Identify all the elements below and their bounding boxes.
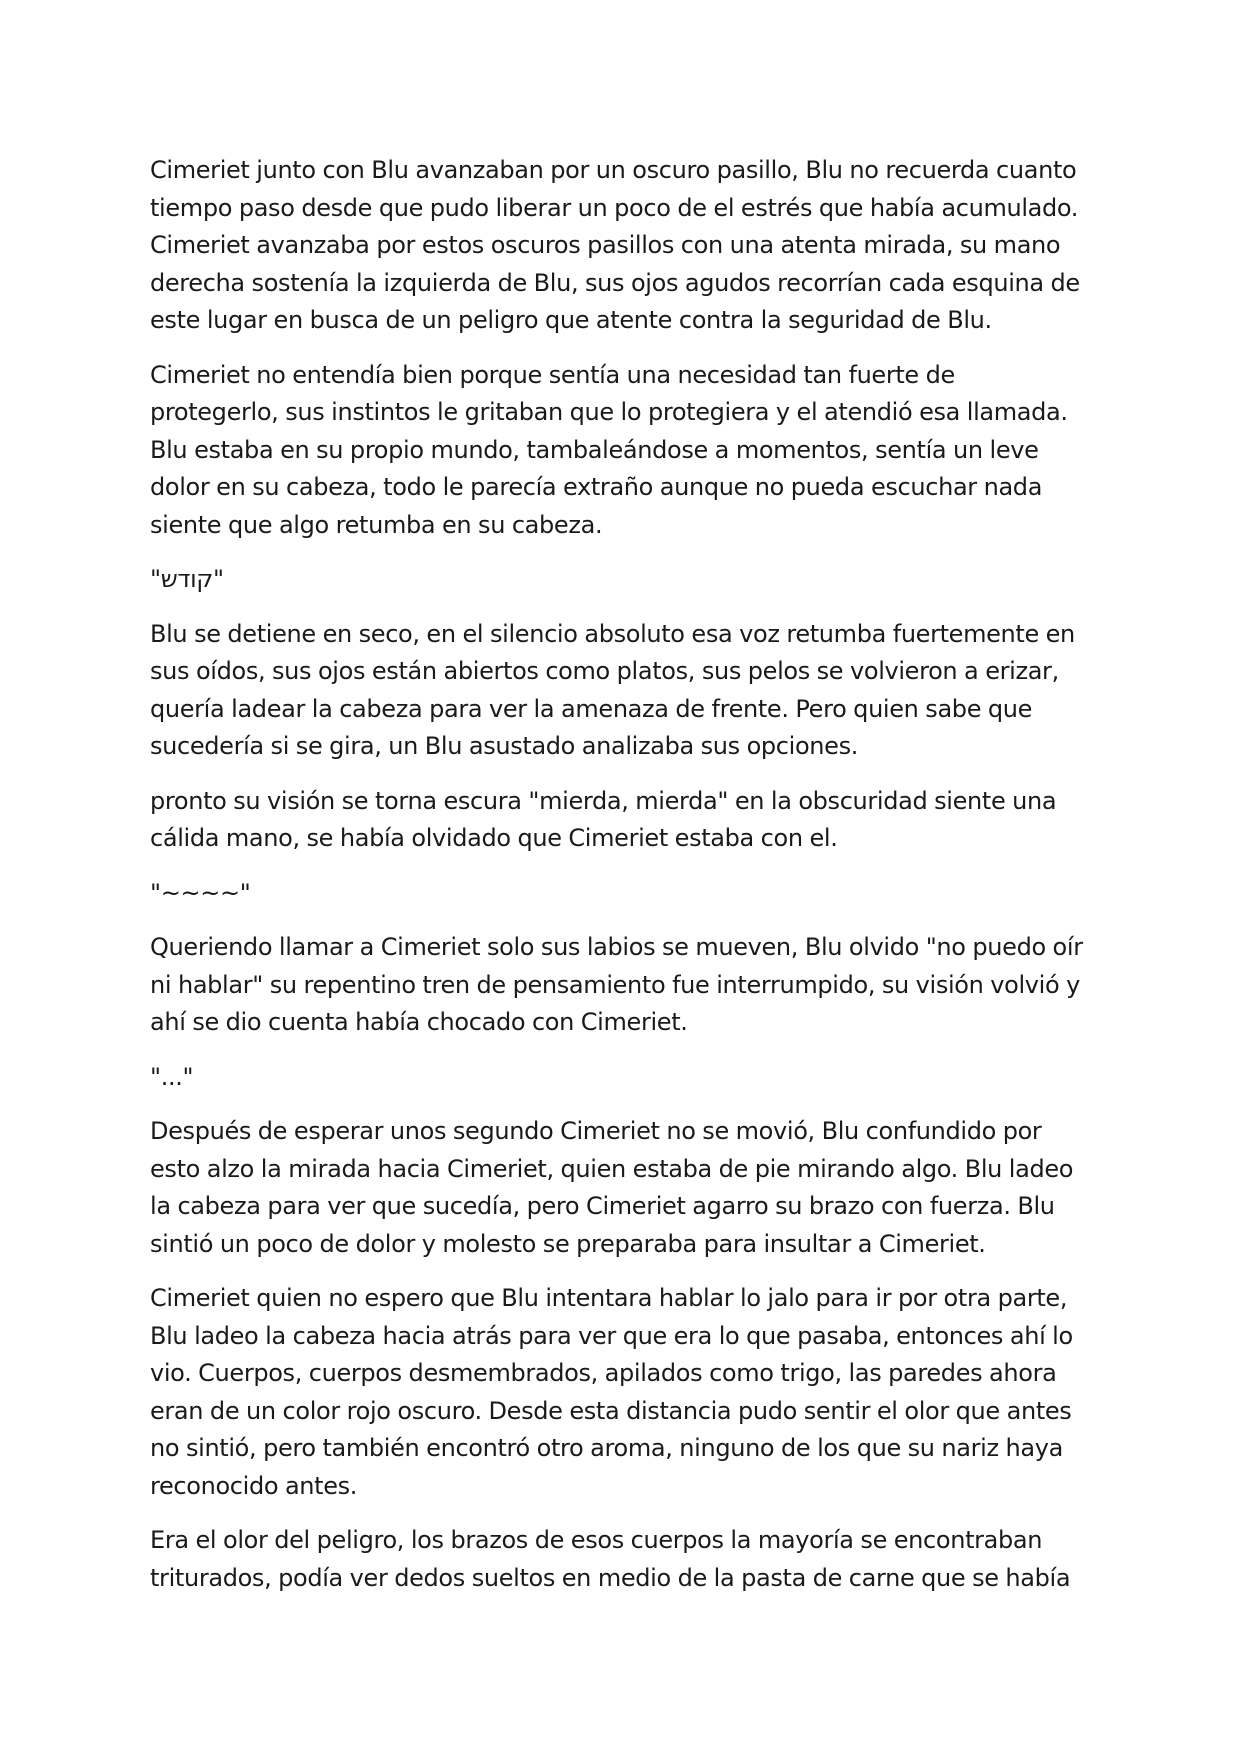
text-line: este lugar en busca de un peligro que atente contra la seguridad de Blu. [150,306,992,334]
text-line: "~~~~" [150,878,251,907]
text-line: Cimeriet quien no espero que Blu intentara hablar lo jalo para ir por otra parte, [150,1284,1068,1312]
text-line: Cimeriet no entendía bien porque sentía una necesidad tan fuerte de [150,360,955,389]
text-line: Después de esperar unos segundo Cimeriet no se movió, Blu confundido por [150,1117,1042,1145]
paragraph-11 [150,1522,1090,1597]
paragraph-1 [150,152,1090,340]
text-line: Era el olor del peligro, los brazos de esos cuerpos la mayoría se encontraban [150,1526,1043,1554]
text-line: quería ladear la cabeza para ver la amenaza de frente. Pero quien sabe que [150,694,1033,723]
paragraph-2 [150,357,1090,545]
text-line: Blu se detiene en seco, en el silencio absoluto esa voz retumba fuertemente en [150,619,1075,648]
text-line: reconocido antes. [150,1471,358,1500]
paragraph-3-dialogue [150,561,1090,599]
paragraph-5 [150,783,1090,858]
paragraph-8-dialogue [150,1059,1090,1097]
text-line: Queriendo llamar a Cimeriet solo sus labios se mueven, Blu olvido "no puedo oír [150,933,1083,961]
text-line: eran de un color rojo oscuro. Desde esta distancia pudo sentir el olor que antes [150,1396,1072,1425]
paragraph-4 [150,616,1090,766]
text-line: dolor en su cabeza, todo le parecía extraño aunque no pueda escuchar nada [150,473,1043,501]
text-line: Blu estaba en su propio mundo, tambaleándose a momentos, sentía un leve [150,435,1039,464]
text-line: esto alzo la mirada hacia Cimeriet, quien estaba de pie mirando algo. Blu ladeo [150,1154,1074,1183]
text-line: Blu ladeo la cabeza hacia atrás para ver que era lo que pasaba, entonces ahí lo [150,1321,1073,1350]
text-line: ahí se dio cuenta había chocado con Cimeriet. [150,1008,688,1036]
text-line: sucedería si se gira, un Blu asustado analizaba sus opciones. [150,732,859,760]
text-line: la cabeza para ver que sucedía, pero Cimeriet agarro su brazo con fuerza. Blu [150,1192,1055,1220]
text-line: derecha sostenía la izquierda de Blu, sus ojos agudos recorrían cada esquina de [150,268,1080,297]
paragraph-6-dialogue [150,875,1090,913]
paragraph-7 [150,929,1090,1042]
paragraph-10 [150,1280,1090,1505]
text-line: sus oídos, sus ojos están abiertos como platos, sus pelos se volvieron a erizar, [150,657,1059,685]
text-line: sintió un poco de dolor y molesto se preparaba para insultar a Cimeriet. [150,1229,986,1258]
text-line: tiempo paso desde que pudo liberar un poco de el estrés que había acumulado. [150,193,1079,222]
text-line: triturados, podía ver dedos sueltos en medio de la pasta de carne que se había [150,1563,1071,1592]
text-line: protegerlo, sus instintos le gritaban que lo protegiera y el atendió esa llamada. [150,398,1068,426]
text-line: "..." [150,1062,194,1091]
text-line: vio. Cuerpos, cuerpos desmembrados, apilados como trigo, las paredes ahora [150,1359,1057,1387]
text-line: cálida mano, se había olvidado que Cimeriet estaba con el. [150,824,838,852]
text-line: Cimeriet avanzaba por estos oscuros pasillos con una atenta mirada, su mano [150,231,1061,259]
text-line: "קודש" [150,565,224,593]
text-line: no sintió, pero también encontró otro aroma, ninguno de los que su nariz haya [150,1434,1063,1462]
document-body [150,152,1090,1614]
paragraph-9 [150,1113,1090,1263]
text-line: ni hablar" su repentino tren de pensamiento fue interrumpido, su visión volvió y [150,970,1080,999]
text-line: pronto su visión se torna escura "mierda, mierda" en la obscuridad siente una [150,786,1057,815]
text-line: siente que algo retumba en su cabeza. [150,510,603,539]
text-line: Cimeriet junto con Blu avanzaban por un oscuro pasillo, Blu no recuerda cuanto [150,156,1077,184]
